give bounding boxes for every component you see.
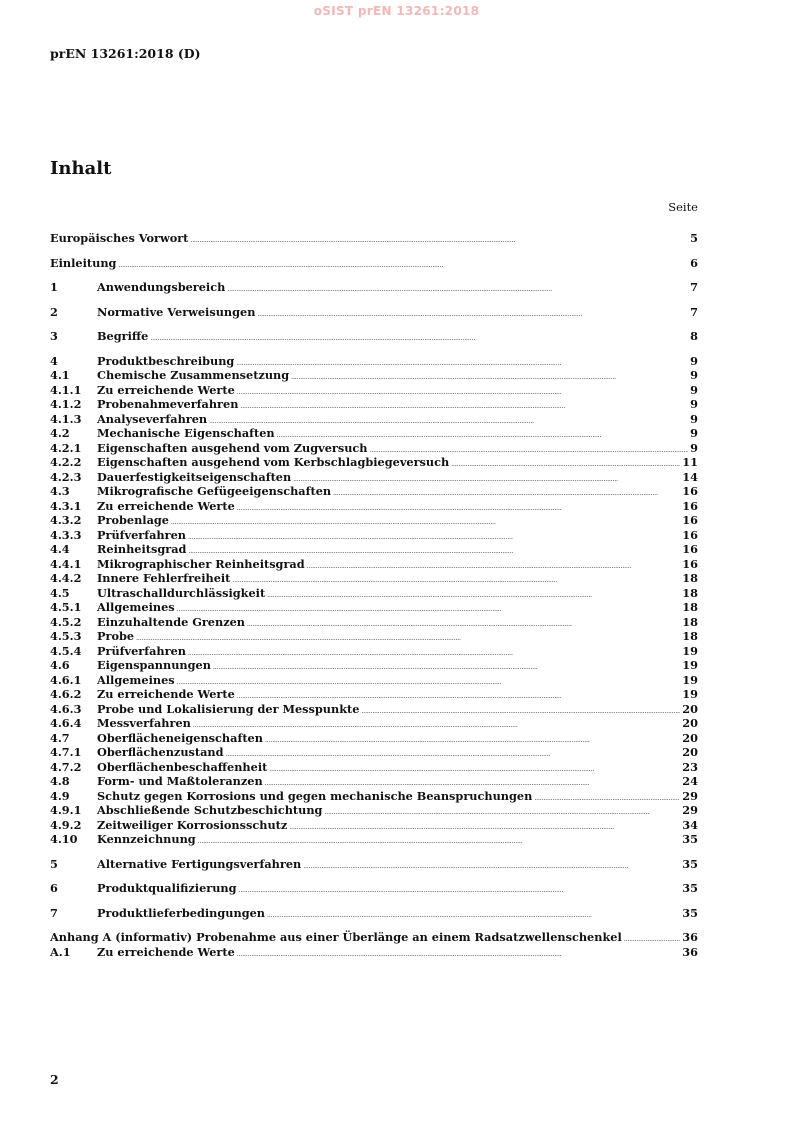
dot-leader bbox=[136, 630, 680, 643]
document-id: prEN 13261:2018 (D) bbox=[50, 46, 201, 61]
toc-entry-title: Form- und Maßtoleranzen bbox=[97, 774, 263, 788]
toc-entry-page: 34 bbox=[682, 817, 698, 832]
toc-entry-number: 4.7.1 bbox=[50, 745, 82, 759]
dot-leader bbox=[333, 485, 680, 498]
toc-entry-page: 19 bbox=[682, 687, 698, 701]
toc-entry[interactable] bbox=[50, 716, 698, 731]
toc-entry-title: Produktlieferbedingungen bbox=[97, 905, 266, 920]
toc-entry[interactable] bbox=[50, 426, 698, 441]
dot-leader bbox=[289, 819, 680, 832]
toc-entry[interactable] bbox=[50, 412, 698, 427]
toc-entry-number: 4.2.3 bbox=[50, 469, 82, 484]
toc-entry-title: Allgemeines bbox=[97, 672, 175, 687]
toc-entry-number: 4.3 bbox=[50, 484, 70, 498]
toc-entry[interactable] bbox=[50, 571, 698, 586]
dot-leader bbox=[227, 281, 688, 294]
toc-entry-page: 18 bbox=[682, 571, 698, 585]
toc-entry-page: 20 bbox=[682, 701, 698, 716]
toc-entry-page: 11 bbox=[682, 455, 698, 469]
toc-entry-page: 16 bbox=[682, 513, 698, 527]
toc-entry-title: Reinheitsgrad bbox=[97, 542, 187, 556]
dot-leader bbox=[226, 746, 681, 759]
dot-leader bbox=[239, 882, 681, 895]
toc-entry[interactable] bbox=[50, 499, 698, 514]
toc-entry-number: 4.1.1 bbox=[50, 382, 82, 397]
dot-leader bbox=[267, 587, 680, 600]
toc-entry-number: 4.5.4 bbox=[50, 643, 82, 658]
dot-leader bbox=[257, 306, 688, 319]
toc-entry[interactable] bbox=[50, 857, 698, 872]
toc-entry-title: Probe bbox=[97, 629, 135, 643]
toc-entry[interactable] bbox=[50, 513, 698, 528]
toc-entry-number: 7 bbox=[50, 905, 58, 920]
toc-entry-page: 36 bbox=[682, 930, 698, 944]
toc-entry-page: 19 bbox=[682, 672, 698, 687]
toc-entry[interactable] bbox=[50, 687, 698, 702]
toc-entry-number: 4.6.1 bbox=[50, 672, 82, 687]
toc-entry[interactable] bbox=[50, 542, 698, 557]
toc-entry-page: 20 bbox=[682, 730, 698, 745]
toc-entry-title: Schutz gegen Korrosions und gegen mechanische Beanspruchungen bbox=[97, 788, 533, 803]
dot-leader bbox=[177, 674, 681, 687]
toc-entry-page: 7 bbox=[690, 280, 698, 294]
dot-leader bbox=[324, 804, 680, 817]
toc-entry-page: 20 bbox=[682, 745, 698, 759]
dot-leader bbox=[237, 500, 680, 513]
dot-leader bbox=[293, 471, 680, 484]
toc-entry[interactable] bbox=[50, 470, 698, 485]
toc-entry-number: 4.3.3 bbox=[50, 527, 82, 542]
toc-entry[interactable] bbox=[50, 231, 698, 246]
toc-entry-page: 16 bbox=[682, 556, 698, 571]
toc-entry-page: 16 bbox=[682, 498, 698, 513]
dot-leader bbox=[451, 456, 680, 469]
toc-entry-title: Zu erreichende Werte bbox=[97, 687, 235, 701]
toc-entry[interactable] bbox=[50, 818, 698, 833]
toc-entry-number: 4.2.2 bbox=[50, 455, 82, 469]
dot-leader bbox=[190, 232, 688, 245]
toc-entry-page: 18 bbox=[682, 600, 698, 614]
dot-leader bbox=[188, 529, 680, 542]
toc-entry-title: Mechanische Eigenschaften bbox=[97, 426, 275, 440]
dot-leader bbox=[236, 355, 688, 368]
toc-entry-page: 14 bbox=[682, 469, 698, 484]
dot-leader bbox=[188, 645, 680, 658]
toc-entry-number: 3 bbox=[50, 329, 58, 343]
toc-entry-number: 4.4.1 bbox=[50, 556, 82, 571]
toc-entry-page: 9 bbox=[690, 368, 698, 382]
dot-leader bbox=[291, 369, 688, 382]
toc-entry-page: 20 bbox=[682, 716, 698, 730]
toc-entry-number: 4.9 bbox=[50, 788, 70, 803]
toc-entry-number: 4.1 bbox=[50, 368, 70, 382]
toc-entry[interactable] bbox=[50, 789, 698, 804]
toc-entry[interactable] bbox=[50, 803, 698, 818]
dot-leader bbox=[267, 907, 680, 920]
toc-entry[interactable] bbox=[50, 881, 698, 896]
toc-entry-title: Abschließende Schutzbeschichtung bbox=[97, 803, 323, 817]
toc-entry[interactable] bbox=[50, 354, 698, 369]
toc-entry-title: Chemische Zusammensetzung bbox=[97, 368, 290, 382]
toc-entry-page: 18 bbox=[682, 614, 698, 629]
dot-leader bbox=[213, 659, 680, 672]
toc-entry-page: 24 bbox=[682, 774, 698, 788]
dot-leader bbox=[150, 330, 688, 343]
dot-leader bbox=[237, 946, 680, 959]
toc-entry[interactable] bbox=[50, 673, 698, 688]
toc-entry-title: Zu erreichende Werte bbox=[97, 498, 235, 513]
page-title: Inhalt bbox=[50, 158, 112, 179]
toc-entry-page: 16 bbox=[682, 484, 698, 498]
toc-entry[interactable] bbox=[50, 256, 698, 271]
toc-entry-title: Eigenschaften ausgehend vom Kerbschlagbiegeversuch bbox=[97, 455, 450, 469]
toc-entry-page: 19 bbox=[682, 658, 698, 672]
dot-leader bbox=[209, 413, 688, 426]
toc-entry-number: 4.8 bbox=[50, 774, 70, 788]
dot-leader bbox=[193, 717, 680, 730]
toc-entry-number: 4.10 bbox=[50, 832, 78, 846]
toc-entry-title: Analyseverfahren bbox=[97, 411, 208, 426]
toc-entry-title: Probenlage bbox=[97, 513, 169, 527]
toc-entry[interactable] bbox=[50, 731, 698, 746]
toc-entry-title: Probenahmeverfahren bbox=[97, 397, 239, 411]
dot-leader bbox=[188, 543, 680, 556]
toc-entry-page: 35 bbox=[682, 905, 698, 920]
toc-entry-page: 18 bbox=[682, 585, 698, 600]
toc-entry-page: 18 bbox=[682, 629, 698, 643]
toc-entry-page: 9 bbox=[690, 397, 698, 411]
toc-entry[interactable] bbox=[50, 745, 698, 760]
dot-leader bbox=[198, 833, 681, 846]
toc-entry-page: 9 bbox=[690, 382, 698, 397]
dot-leader bbox=[118, 257, 688, 270]
toc-entry[interactable] bbox=[50, 702, 698, 717]
dot-leader bbox=[232, 572, 680, 585]
page-number: 2 bbox=[50, 1072, 59, 1087]
toc-entry[interactable] bbox=[50, 586, 698, 601]
toc-entry-page: 7 bbox=[690, 304, 698, 319]
toc-entry-title: Zu erreichende Werte bbox=[97, 944, 235, 959]
dot-leader bbox=[237, 384, 688, 397]
toc-entry-page: 9 bbox=[690, 411, 698, 426]
toc-entry-title: Probe und Lokalisierung der Messpunkte bbox=[97, 701, 360, 716]
toc-entry-page: 29 bbox=[682, 788, 698, 803]
toc-entry-number: 2 bbox=[50, 304, 58, 319]
toc-entry-title: Mikrografische Gefügeeigenschaften bbox=[97, 484, 332, 498]
toc-entry[interactable] bbox=[50, 930, 698, 945]
toc-entry[interactable] bbox=[50, 644, 698, 659]
toc-entry-number: 4.4 bbox=[50, 542, 70, 556]
toc-entry-number: 1 bbox=[50, 280, 58, 294]
dot-leader bbox=[361, 703, 680, 716]
page-column-label: Seite bbox=[668, 200, 698, 214]
dot-leader bbox=[277, 427, 688, 440]
toc-entry-number: 4.5.3 bbox=[50, 629, 82, 643]
toc-entry[interactable] bbox=[50, 629, 698, 644]
toc-entry-number: 4.1.3 bbox=[50, 411, 82, 426]
toc-entry[interactable] bbox=[50, 484, 698, 499]
toc-entry-title: Einzuhaltende Grenzen bbox=[97, 614, 246, 629]
toc-entry-title: Begriffe bbox=[97, 329, 149, 343]
toc-entry-page: 8 bbox=[690, 329, 698, 343]
dot-leader bbox=[265, 775, 681, 788]
toc-entry-title: Allgemeines bbox=[97, 600, 175, 614]
toc-entry[interactable] bbox=[50, 280, 698, 295]
toc-entry[interactable] bbox=[50, 774, 698, 789]
toc-entry-page: 5 bbox=[690, 231, 698, 245]
toc-entry-title: Eigenschaften ausgehend vom Zugversuch bbox=[97, 440, 368, 455]
toc-entry[interactable] bbox=[50, 528, 698, 543]
toc-entry-title: Oberflächeneigenschaften bbox=[97, 730, 263, 745]
toc-entry-number: 4.9.1 bbox=[50, 803, 82, 817]
dot-leader bbox=[303, 858, 680, 871]
dot-leader bbox=[265, 732, 680, 745]
watermark: oSIST prEN 13261:2018 bbox=[313, 4, 480, 18]
toc-entry-page: 16 bbox=[682, 542, 698, 556]
toc-entry-title: Dauerfestigkeitseigenschaften bbox=[97, 469, 292, 484]
toc-entry-title: Innere Fehlerfreiheit bbox=[97, 571, 231, 585]
toc-entry[interactable] bbox=[50, 906, 698, 921]
toc-entry-title: Messverfahren bbox=[97, 716, 191, 730]
toc-entry-title: Zu erreichende Werte bbox=[97, 382, 235, 397]
toc-entry-number: 4 bbox=[50, 353, 58, 368]
toc-entry[interactable] bbox=[50, 658, 698, 673]
toc-entry-number: 4.5.1 bbox=[50, 600, 82, 614]
toc-entry[interactable] bbox=[50, 441, 698, 456]
toc-entry[interactable] bbox=[50, 397, 698, 412]
toc-entry[interactable] bbox=[50, 600, 698, 615]
toc-entry-number: 4.9.2 bbox=[50, 817, 82, 832]
dot-leader bbox=[370, 442, 689, 455]
toc-entry-title: Europäisches Vorwort bbox=[50, 231, 189, 245]
toc-entry-title: Normative Verweisungen bbox=[97, 304, 256, 319]
toc-entry-page: 29 bbox=[682, 803, 698, 817]
toc-entry-page: 16 bbox=[682, 527, 698, 542]
toc-entry-title: Anwendungsbereich bbox=[97, 280, 226, 294]
toc-entry-number: 4.5 bbox=[50, 585, 70, 600]
table-of-contents bbox=[50, 231, 698, 959]
toc-entry-number: 4.2.1 bbox=[50, 440, 82, 455]
toc-entry-number: 5 bbox=[50, 856, 58, 871]
toc-entry-title: Einleitung bbox=[50, 255, 117, 270]
toc-entry-number: 4.5.2 bbox=[50, 614, 82, 629]
dot-leader bbox=[534, 790, 680, 803]
toc-entry-page: 36 bbox=[682, 944, 698, 959]
toc-entry-page: 35 bbox=[682, 881, 698, 895]
toc-entry-number: 4.6 bbox=[50, 658, 70, 672]
toc-entry-page: 6 bbox=[690, 255, 698, 270]
toc-entry-number: 4.2 bbox=[50, 426, 70, 440]
toc-entry-number: A.1 bbox=[50, 944, 71, 959]
toc-entry-title: Produktqualifizierung bbox=[97, 881, 237, 895]
toc-entry-page: 9 bbox=[690, 353, 698, 368]
toc-entry-number: 4.7.2 bbox=[50, 759, 82, 774]
toc-entry-title: Zeitweiliger Korrosionsschutz bbox=[97, 817, 288, 832]
toc-entry-number: 4.4.2 bbox=[50, 571, 82, 585]
toc-entry[interactable] bbox=[50, 615, 698, 630]
toc-entry-title: Produktbeschreibung bbox=[97, 353, 235, 368]
toc-entry-number: 4.6.4 bbox=[50, 716, 82, 730]
toc-entry-title: Oberflächenzustand bbox=[97, 745, 224, 759]
toc-entry-page: 35 bbox=[682, 856, 698, 871]
toc-entry[interactable] bbox=[50, 329, 698, 344]
toc-entry[interactable] bbox=[50, 557, 698, 572]
dot-leader bbox=[237, 688, 680, 701]
toc-entry-page: 9 bbox=[690, 440, 698, 455]
toc-entry[interactable] bbox=[50, 832, 698, 847]
toc-entry-title: Prüfverfahren bbox=[97, 527, 186, 542]
toc-entry[interactable] bbox=[50, 383, 698, 398]
toc-entry-title: Kennzeichnung bbox=[97, 832, 196, 846]
toc-entry-number: 4.3.2 bbox=[50, 513, 82, 527]
toc-entry-page: 35 bbox=[682, 832, 698, 846]
toc-entry-number: 4.1.2 bbox=[50, 397, 82, 411]
toc-entry-page: 23 bbox=[682, 759, 698, 774]
toc-entry-number: 4.3.1 bbox=[50, 498, 82, 513]
toc-entry-number: 6 bbox=[50, 881, 58, 895]
toc-entry[interactable] bbox=[50, 455, 698, 470]
dot-leader bbox=[177, 601, 681, 614]
dot-leader bbox=[240, 398, 688, 411]
toc-entry-number: 4.7 bbox=[50, 730, 70, 745]
toc-entry[interactable] bbox=[50, 760, 698, 775]
dot-leader bbox=[307, 558, 681, 571]
toc-entry-title: Eigenspannungen bbox=[97, 658, 211, 672]
toc-entry-page: 9 bbox=[690, 426, 698, 440]
toc-entry-title: Prüfverfahren bbox=[97, 643, 186, 658]
dot-leader bbox=[247, 616, 680, 629]
toc-entry[interactable] bbox=[50, 945, 698, 960]
toc-entry[interactable] bbox=[50, 368, 698, 383]
dot-leader bbox=[171, 514, 680, 527]
toc-entry-title: Anhang A (informativ) Probenahme aus einer Überlänge an einem Radsatzwellenschenkel bbox=[50, 930, 622, 944]
toc-entry-number: 4.6.3 bbox=[50, 701, 82, 716]
toc-entry-page: 19 bbox=[682, 643, 698, 658]
toc-entry[interactable] bbox=[50, 305, 698, 320]
dot-leader bbox=[269, 761, 680, 774]
toc-entry-title: Alternative Fertigungsverfahren bbox=[97, 856, 302, 871]
toc-entry-title: Ultraschalldurchlässigkeit bbox=[97, 585, 266, 600]
dot-leader bbox=[624, 931, 681, 944]
toc-entry-number: 4.6.2 bbox=[50, 687, 82, 701]
toc-entry-title: Oberflächenbeschaffenheit bbox=[97, 759, 268, 774]
toc-entry-title: Mikrographischer Reinheitsgrad bbox=[97, 556, 305, 571]
